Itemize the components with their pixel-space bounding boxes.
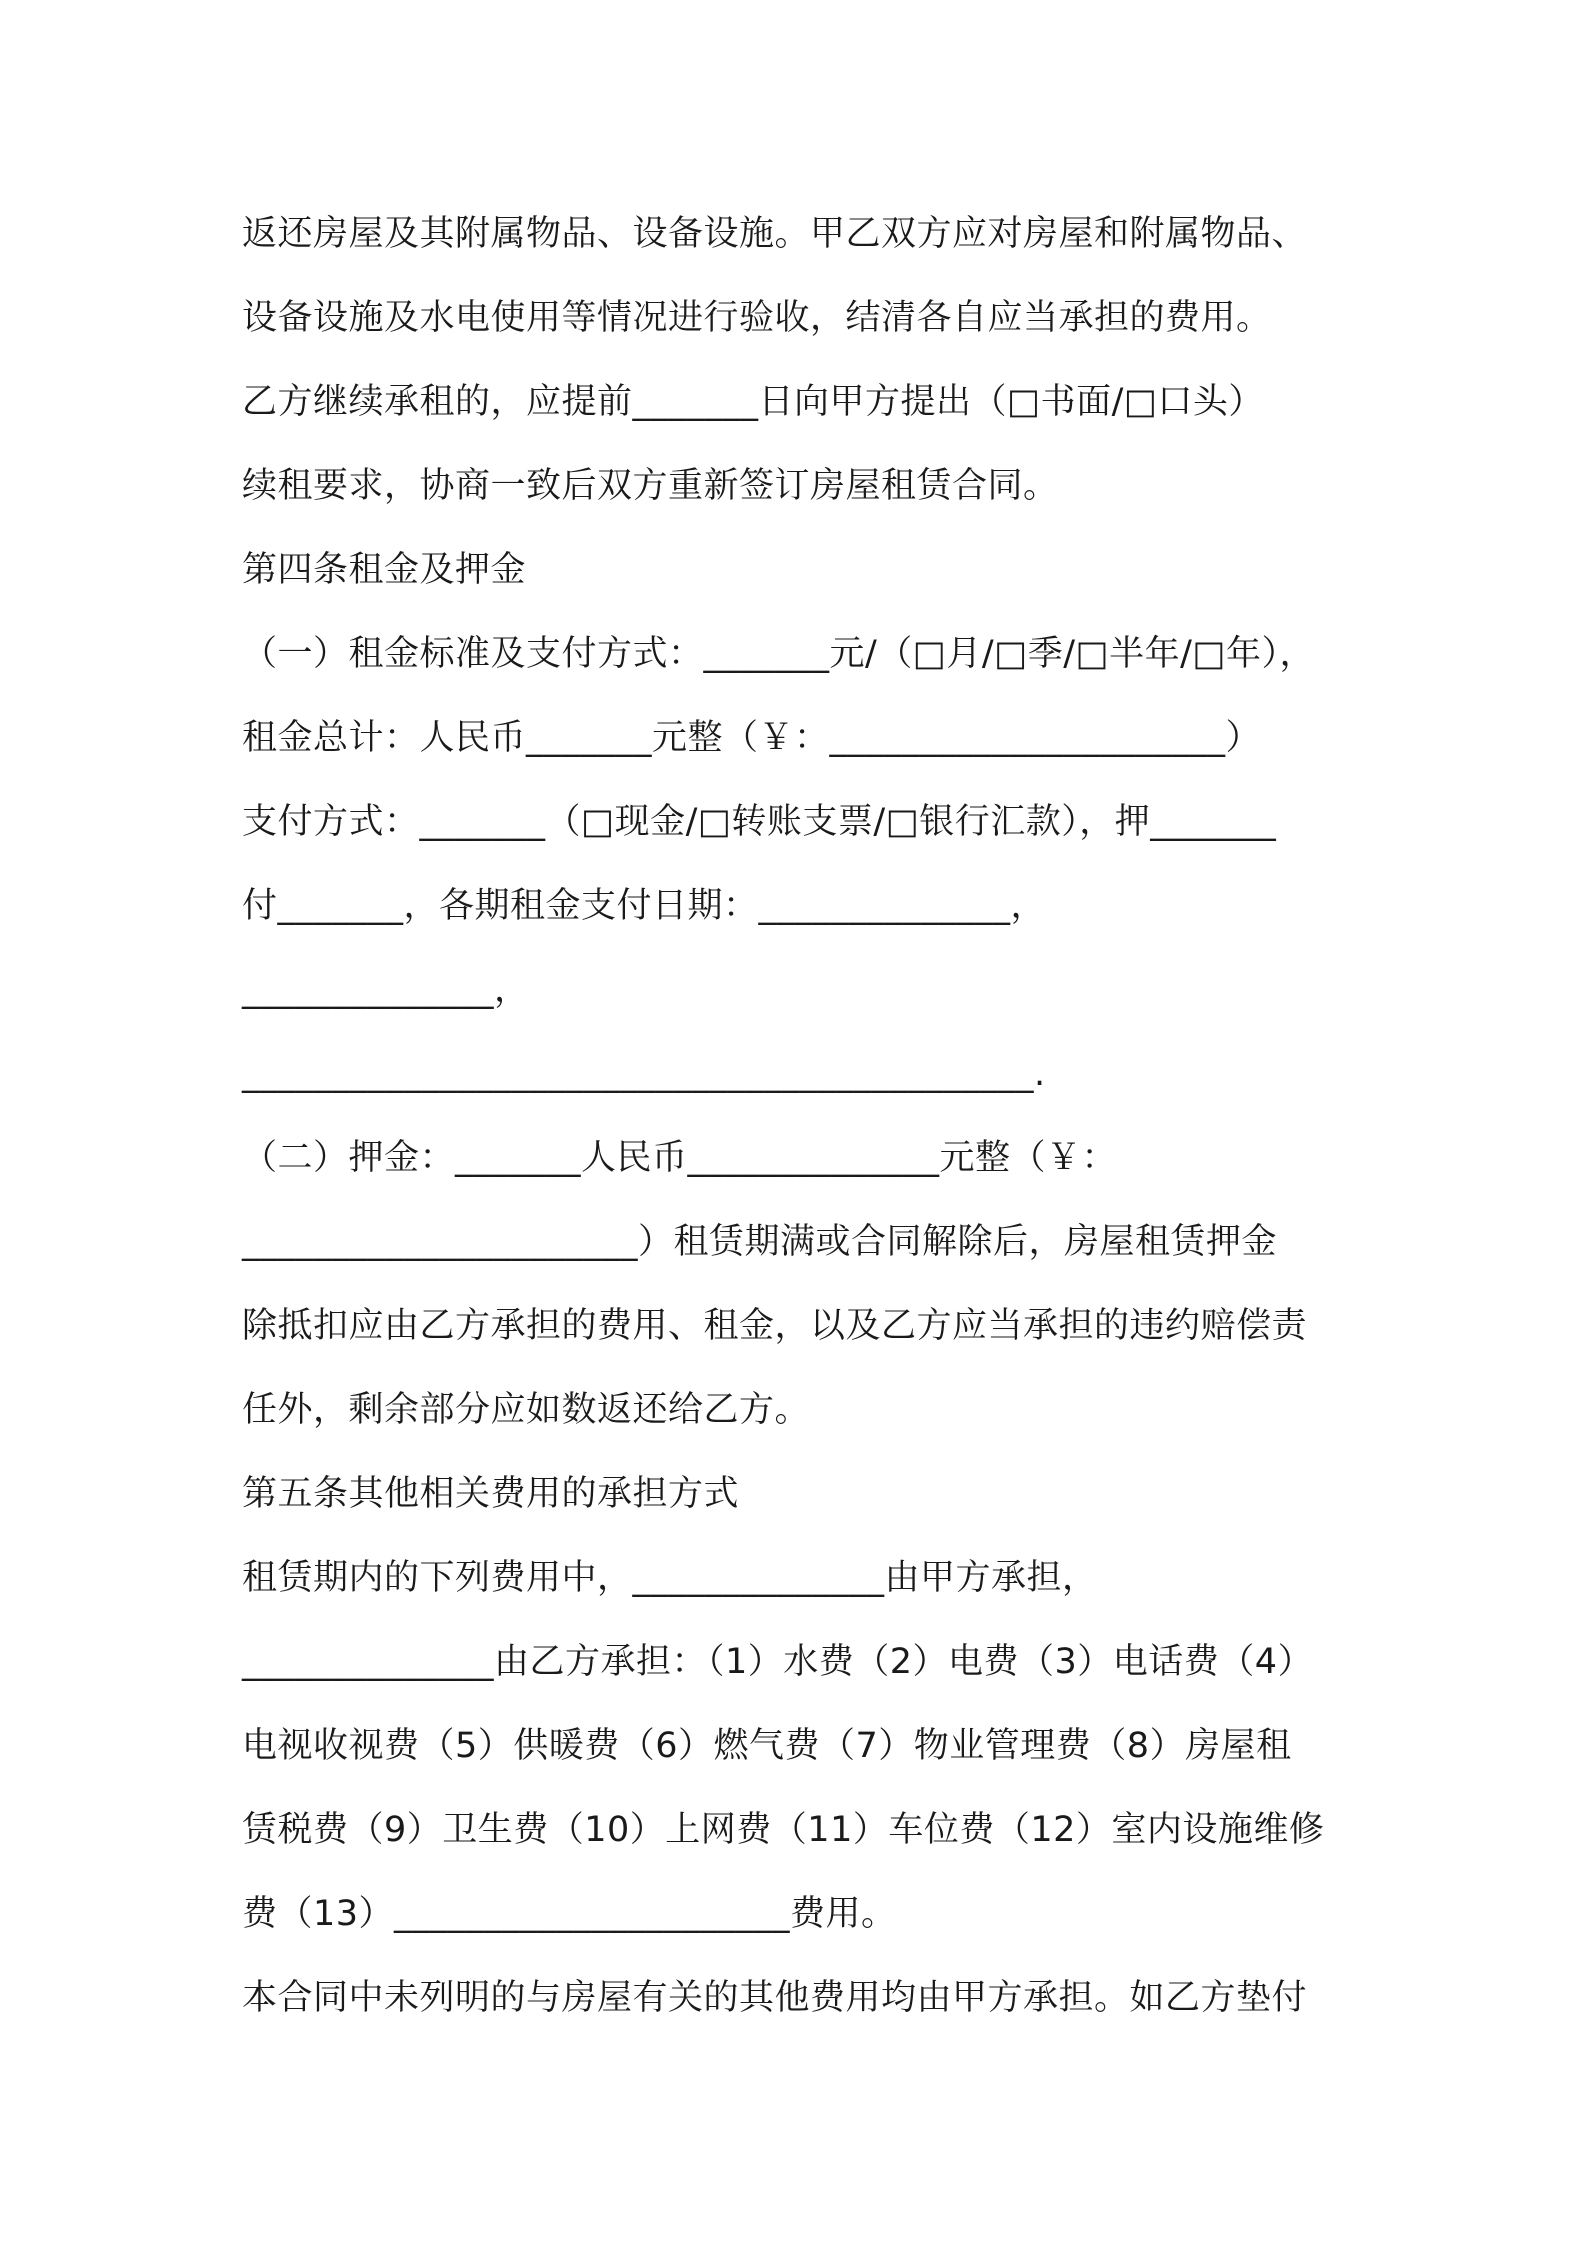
text-line: 乙方继续承租的，应提前_______日向甲方提出（□书面/□口头） bbox=[242, 382, 1264, 422]
text-line: （一）租金标准及支付方式：_______元/（□月/□季/□半年/□年）， bbox=[242, 634, 1315, 674]
text-line: 设备设施及水电使用等情况进行验收，结清各自应当承担的费用。 bbox=[242, 298, 1272, 338]
text-line: 续租要求，协商一致后双方重新签订房屋租赁合同。 bbox=[242, 466, 1059, 506]
text-line: 电视收视费（5）供暖费（6）燃气费（7）物业管理费（8）房屋租 bbox=[242, 1726, 1292, 1766]
text-line: 本合同中未列明的与房屋有关的其他费用均由甲方承担。如乙方垫付 bbox=[242, 1978, 1308, 2018]
text-line: ____________________________________________. bbox=[242, 1054, 1046, 1094]
section-heading: 第五条其他相关费用的承担方式 bbox=[242, 1474, 740, 1514]
text-line: 支付方式：_______（□现金/□转账支票/□银行汇款），押_______ bbox=[242, 802, 1277, 842]
text-line: 租金总计：人民币_______元整（￥：______________________） bbox=[242, 718, 1262, 758]
text-line: 除抵扣应由乙方承担的费用、租金，以及乙方应当承担的违约赔偿责 bbox=[242, 1306, 1308, 1346]
text-line: ______________________）租赁期满或合同解除后，房屋租赁押金 bbox=[242, 1222, 1278, 1262]
text-line: 费（13）______________________费用。 bbox=[242, 1894, 897, 1934]
text-line: （二）押金：_______人民币______________元整（￥： bbox=[242, 1138, 1118, 1178]
text-line: 租赁期内的下列费用中，______________由甲方承担， bbox=[242, 1558, 1098, 1598]
text-line: 赁税费（9）卫生费（10）上网费（11）车位费（12）室内设施维修 bbox=[242, 1810, 1325, 1850]
text-line: ______________， bbox=[242, 970, 530, 1010]
section-heading: 第四条租金及押金 bbox=[242, 550, 527, 590]
text-line: 任外，剩余部分应如数返还给乙方。 bbox=[242, 1390, 811, 1430]
text-line: ______________由乙方承担：（1）水费（2）电费（3）电话费（4） bbox=[242, 1642, 1314, 1682]
text-line: 付_______，各期租金支付日期：______________， bbox=[242, 886, 1047, 926]
text-line: 返还房屋及其附属物品、设备设施。甲乙双方应对房屋和附属物品、 bbox=[242, 214, 1308, 254]
